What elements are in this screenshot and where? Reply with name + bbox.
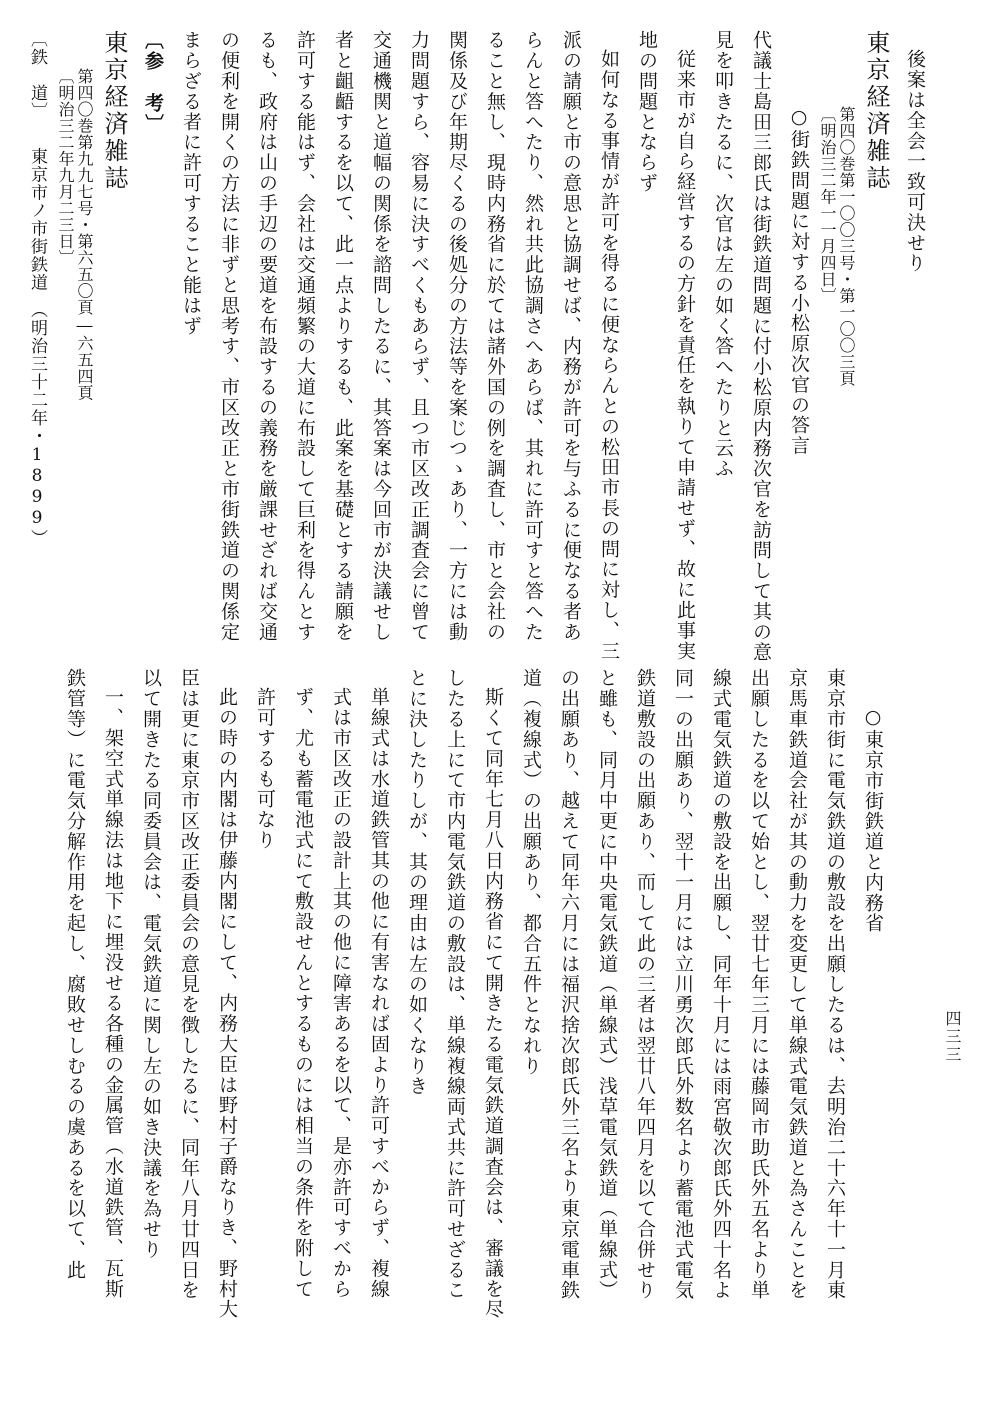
reference-tag: 〔参 考〕 (142, 30, 164, 135)
article-title: ○街鉄問題に対する小松原次官の答言 (788, 106, 810, 456)
text-line: 交通機関と道幅の関係を諮問したるに、其答案は今回市が決議せし (370, 30, 392, 642)
text-line: ること無し、現時内務省に於ては諸外国の例を調査し、市と会社の (484, 30, 506, 642)
text-line: 代議士島田三郎氏は街鉄道問題に付小松原内務次官を訪問して其の意 (750, 30, 772, 663)
text-line: まらざる者に許可すること能はず (180, 30, 202, 336)
text-line: 許可するも可なり (254, 687, 276, 851)
text-line: 者と齟齬するを以て、此一点よりするも、此案を基礎とする請願を (332, 30, 354, 642)
text-line: 見を叩きたるに、次官は左の如く答へたりと云ふ (712, 30, 734, 479)
citation-group (818, 30, 856, 660)
text-line: 関係及び年期尽くるの後処分の方法等を案じつゝあり、一方には動 (446, 30, 468, 642)
text-line: 地の問題とならず (636, 30, 658, 194)
text-line: 許可する能はず、会社は交通頻繁の大道に布設して巨利を得んとす (294, 30, 316, 642)
bottom-section (56, 668, 892, 1388)
text-line: の出願あり、越えて同年六月には福沢捨次郎氏外三名より東京電車鉄 (558, 668, 580, 1301)
text-line: らんと答へたり、然れ共此協調さへあらば、其れに許可すと答へた (522, 30, 544, 642)
citation-issue: 第四〇巻第一〇〇三号・第一〇〇三頁 (837, 106, 856, 387)
text-line: 出願したるを以て始とし、翌廿七年三月には藤岡市助氏外五名より単 (748, 668, 770, 1301)
text-line: 臣は更に東京市区改正委員会の意見を徴したるに、同年八月廿四日を (178, 668, 200, 1301)
text-line: 京馬車鉄道会社が其の動力を変更して単線式電気鉄道と為さんことを (786, 668, 808, 1301)
text-line: ず、尤も蓄電池式にて敷設せんとするものには相当の条件を附して (292, 687, 314, 1299)
text-line: 東京市街に電気鉄道の敷設を出願したるは、去明治二十六年十一月東 (824, 668, 846, 1301)
text-line: 力問題すら、容易に決すべくもあらず、且つ市区改正調査会に曾て (408, 30, 430, 642)
page-number: 四三三 (943, 1010, 962, 1064)
text-line: の便利を開くの方法に非ずと思考す、市区改正と市街鉄道の関係定 (218, 30, 240, 642)
citation-issue-2: 第四〇巻第九九七号・第六五〇頁―六五四頁 (75, 68, 94, 401)
journal-title-2: 東京経済雑誌 (100, 30, 128, 192)
text-line: 以て開きたる同委員会は、電気鉄道に関し左の如き決議を為せり (140, 668, 162, 1260)
text-line: 線式電気鉄道の敷設を出願し、同年十月には雨宮敬次郎氏外四十名よ (710, 668, 732, 1301)
article-title: ○東京市街鉄道と内務省 (862, 706, 884, 934)
top-section (18, 30, 934, 663)
text-line: と雖も、同月中更に中央電気鉄道（単線式）浅草電気鉄道（単線式） (596, 668, 618, 1301)
text-line: 鉄道敷設の出願あり、而して此の三者は翌廿八年四月を以て合併せり (634, 668, 656, 1301)
text-line: 一、架空式単線法は地下に埋没せる各種の金属管（水道鉄管、瓦斯 (102, 687, 124, 1299)
text-line: 如何なる事情が許可を得るに便ならんとの松田市長の問に対し、三 (598, 49, 620, 661)
railway-heading: 〔鉄 道〕 東京市ノ市街鉄道 （明治三十二年・1899） (27, 30, 47, 547)
journal-title: 東京経済雑誌 (862, 30, 890, 192)
text-line: 斯くて同年七月八日内務省にて開きたる電気鉄道調査会は、審議を尽 (482, 687, 504, 1320)
text-line: るも、政府は山の手辺の要道を布設するの義務を厳課せざれば交通 (256, 30, 278, 642)
text-line: 道（複線式）の出願あり、都合五件となれり (520, 668, 542, 1076)
text-line: 派の請願と市の意思と協調せば、内務が許可を与ふるに便なる者あ (560, 30, 582, 642)
text-line: 従来市が自ら経営するの方針を責任を執りて申請せず、故に此事実 (674, 49, 696, 661)
text-line: したる上にて市内電気鉄道の敷設は、単線複線両式共に許可せざるこ (444, 668, 466, 1301)
citation-date-2: 〔明治三二年九月二三日〕 (56, 68, 75, 266)
text-line: 同一の出願あり、翌十一月には立川勇次郎氏外数名より蓄電池式電気 (672, 668, 694, 1301)
intro-line: 後案は全会一致可決せり (904, 49, 926, 274)
citation-group-2 (56, 30, 94, 660)
text-line: 単線式は水道鉄管其の他に有害なれば固より許可すべからず、複線 (368, 687, 390, 1299)
text-line: とに決したりしが、其の理由は左の如くなりき (406, 668, 428, 1097)
citation-date: 〔明治三二年一一月四日〕 (818, 106, 837, 304)
text-line: 式は市区改正の設計上其の他に障害あるを以て、是亦許可すべから (330, 687, 352, 1299)
text-line: 此の時の内閣は伊藤内閣にして、内務大臣は野村子爵なりき、野村大 (216, 687, 238, 1320)
text-line: 鉄管等）に電気分解作用を起し、腐敗せしむるの虞あるを以て、此 (64, 668, 86, 1280)
